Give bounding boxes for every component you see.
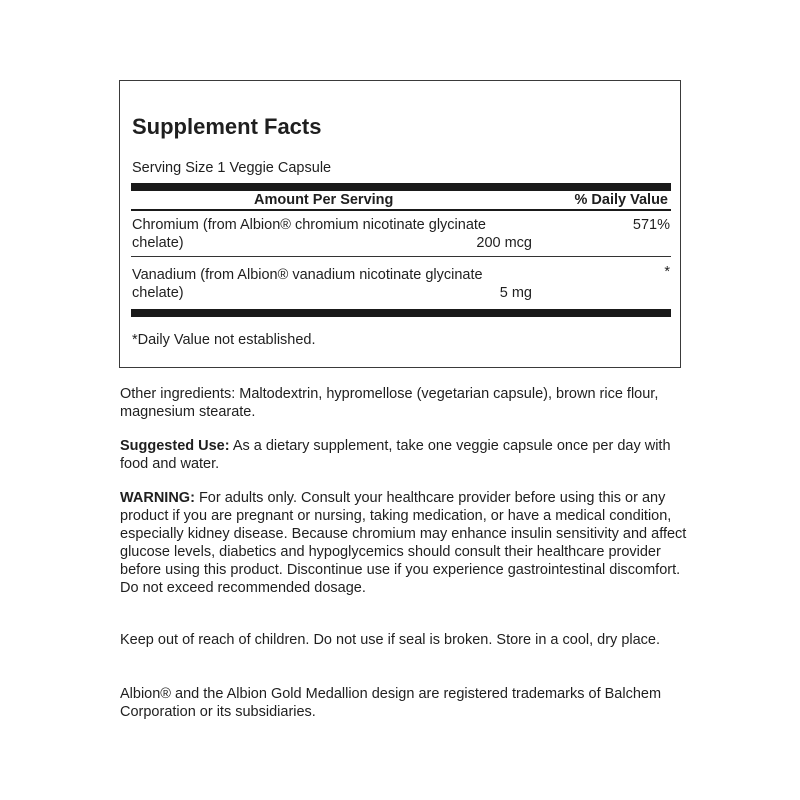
- warning-text: For adults only. Consult your healthcare provider before using this or any product if you are pregnant or nursing, taking medication, or have a medical condition, especially kidney disease. Because chromium may enhance insulin sensitivity and affect glucose levels, diabetics and hypoglycemics should consult their healthcare provider before using this product. Discontinue use if you experience gastrointestinal discomfort. Do not exceed recommended dosage.: [120, 490, 687, 596]
- daily-value-header: % Daily Value: [574, 192, 668, 208]
- nutrient-amount: 200 mcg: [476, 235, 532, 251]
- other-ingredients: Other ingredients: Maltodextrin, hypromellose (vegetarian capsule), brown rice flour, magnesium stearate.: [120, 386, 659, 420]
- nutrient-row-vanadium: [132, 266, 532, 302]
- serving-size: Serving Size 1 Veggie Capsule: [132, 160, 332, 176]
- trademark-notice: Albion® and the Albion Gold Medallion design are registered trademarks of Balchem Corporation or its subsidiaries.: [120, 686, 662, 720]
- daily-value-footnote: *Daily Value not established.: [132, 332, 316, 348]
- thick-divider-bottom: [131, 309, 671, 317]
- supplement-facts-panel: [119, 80, 681, 368]
- nutrient-amount: 5 mg: [499, 285, 532, 301]
- nutrient-row-chromium: [132, 216, 532, 252]
- storage-instructions: Keep out of reach of children. Do not use if seal is broken. Store in a cool, dry place.: [120, 632, 661, 648]
- nutrient-name-line2: chelate): [132, 235, 184, 251]
- row-divider: [131, 256, 671, 257]
- nutrient-name: Vanadium (from Albion® vanadium nicotinate glycinate: [132, 267, 483, 283]
- nutrient-name: Chromium (from Albion® chromium nicotinate glycinate: [132, 217, 486, 233]
- suggested-use: [120, 437, 695, 473]
- supplement-facts-title: Supplement Facts: [132, 114, 322, 139]
- nutrient-name-continued: [132, 234, 532, 252]
- nutrient-name-continued: [132, 284, 532, 302]
- nutrient-name-line2: chelate): [132, 285, 184, 301]
- suggested-use-text: As a dietary supplement, take one veggie capsule once per day with food and water.: [120, 438, 671, 472]
- amount-per-serving-header: Amount Per Serving: [254, 192, 394, 208]
- nutrient-daily-value: 571%: [632, 217, 670, 233]
- header-divider: [131, 209, 671, 211]
- warning: [120, 489, 695, 597]
- nutrient-daily-value: *: [664, 264, 670, 280]
- warning-label: WARNING:: [120, 490, 195, 506]
- suggested-use-label: Suggested Use:: [120, 438, 230, 454]
- thick-divider-top: [131, 183, 671, 191]
